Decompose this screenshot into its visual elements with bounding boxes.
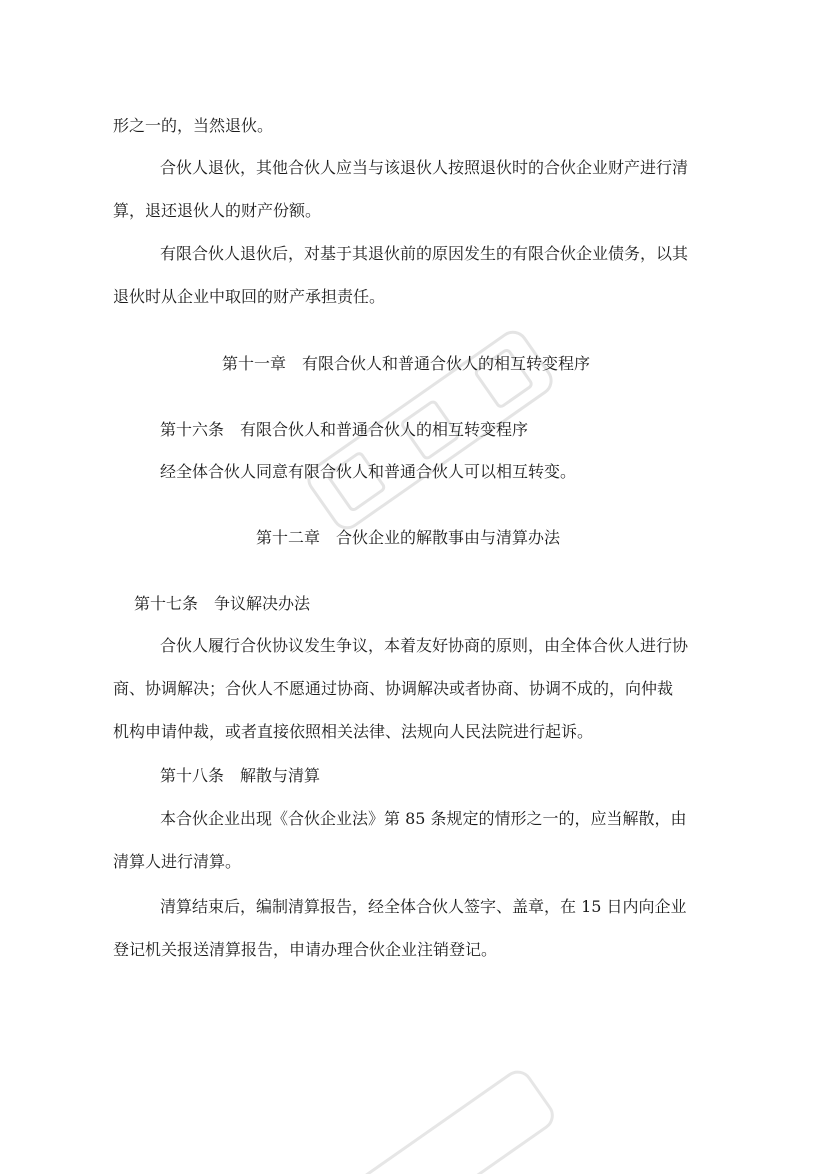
paragraph-line: 退伙时从企业中取回的财产承担责任。 <box>113 287 386 306</box>
article-heading: 第十八条 解散与清算 <box>160 766 321 785</box>
paragraph-line: 本合伙企业出现《合伙企业法》第 85 条规定的情形之一的，应当解散，由 <box>160 809 687 828</box>
paragraph-line: 机构申请仲裁，或者直接依照相关法律、法规向人民法院进行起诉。 <box>113 722 594 741</box>
paragraph-line: 商、协调解决；合伙人不愿通过协商、协调解决或者协商、协调不成的，向仲裁 <box>113 679 674 698</box>
paragraph-line: 算，退还退伙人的财产份额。 <box>113 201 322 220</box>
paragraph-line: 有限合伙人退伙后，对基于其退伙前的原因发生的有限合伙企业债务，以其 <box>160 244 689 263</box>
article-heading: 第十六条 有限合伙人和普通合伙人的相互转变程序 <box>160 420 529 439</box>
paragraph-line: 形之一的，当然退伙。 <box>113 116 274 135</box>
chapter-heading: 第十二章 合伙企业的解散事由与清算办法 <box>256 528 561 547</box>
paragraph-line: 清算人进行清算。 <box>113 852 242 871</box>
article-heading: 第十七条 争议解决办法 <box>134 594 311 613</box>
chapter-heading: 第十一章 有限合伙人和普通合伙人的相互转变程序 <box>222 354 591 373</box>
paragraph-line: 登记机关报送清算报告，申请办理合伙企业注销登记。 <box>113 940 498 959</box>
paragraph-line: 清算结束后，编制清算报告，经全体合伙人签字、盖章，在 15 日内向企业 <box>160 897 687 916</box>
paragraph-line: 合伙人退伙，其他合伙人应当与该退伙人按照退伙时的合伙企业财产进行清 <box>160 158 689 177</box>
watermark-bottom <box>300 1050 580 1174</box>
paragraph-line: 经全体合伙人同意有限合伙人和普通合伙人可以相互转变。 <box>160 462 577 481</box>
paragraph-line: 合伙人履行合伙协议发生争议，本着友好协商的原则，由全体合伙人进行协 <box>160 636 689 655</box>
